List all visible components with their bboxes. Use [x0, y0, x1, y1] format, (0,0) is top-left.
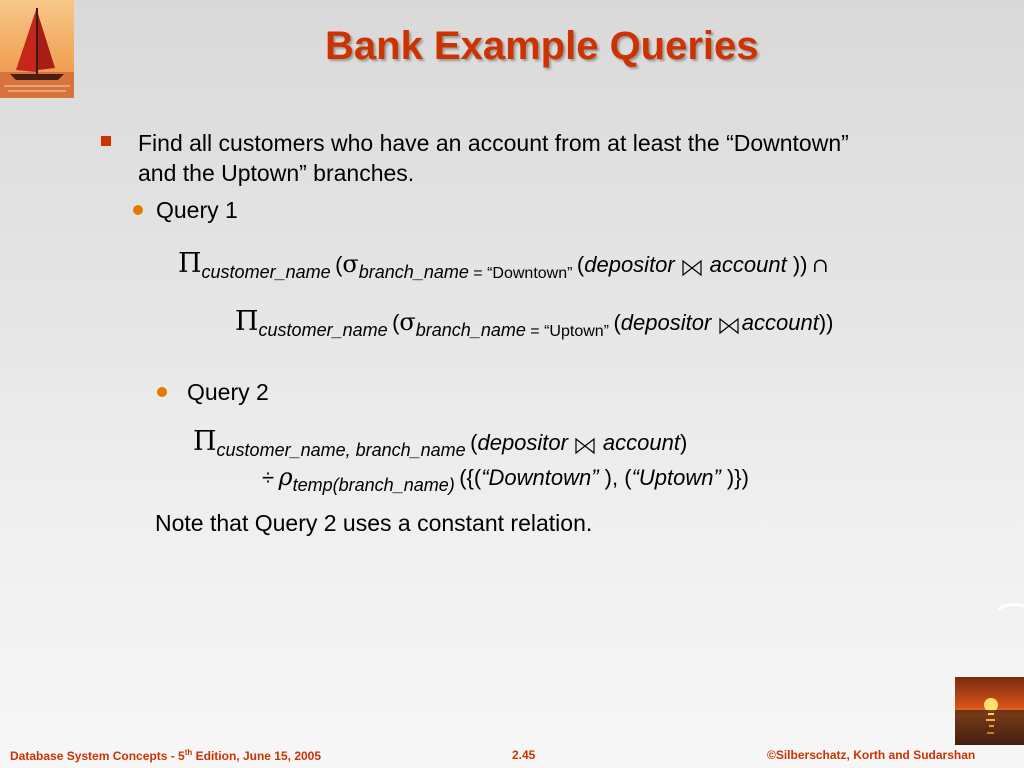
round-bullet: [133, 205, 143, 215]
selection-value-uptown: “Uptown”: [544, 323, 609, 340]
constant-downtown: “Downtown”: [481, 465, 599, 490]
query1-expression-downtown: [178, 248, 829, 282]
footer-book-title: [10, 748, 321, 763]
round-bullet: [157, 387, 167, 397]
close-paren: ): [679, 430, 688, 455]
selection-symbol: σ: [342, 250, 359, 278]
footer-edition-suffix: th: [184, 748, 193, 757]
natural-join-icon: [679, 257, 705, 279]
query1-label: Query 1: [156, 197, 238, 223]
set-close: )}): [720, 465, 749, 490]
query2-label: Query 2: [187, 379, 269, 405]
selection-equals: =: [525, 323, 545, 340]
footer-copyright: ©Silberschatz, Korth and Sudarshan: [767, 748, 976, 762]
relation-account: account: [602, 430, 680, 455]
slide-title: Bank Example Queries: [325, 24, 759, 68]
selection-attribute: branch_name: [415, 320, 526, 340]
open-paren: (: [335, 252, 343, 277]
selection-equals: =: [468, 265, 488, 282]
wave-decoration: [998, 600, 1024, 618]
open-paren: (: [613, 310, 621, 335]
projection-symbol: Π: [178, 248, 202, 279]
bullet-text-line2: and the Uptown” branches.: [138, 160, 415, 186]
projection-attribute: customer_name: [201, 262, 331, 282]
division-symbol: ÷: [262, 465, 275, 490]
query1-expression-uptown: [235, 306, 834, 340]
rename-target: temp(branch_name): [292, 475, 455, 495]
projection-symbol: Π: [193, 426, 217, 457]
selection-symbol: σ: [399, 308, 416, 336]
set-separator: ), (: [598, 465, 632, 490]
query2-expression: [193, 426, 688, 460]
relation-depositor: depositor: [477, 430, 568, 455]
relation-account: account: [741, 310, 819, 335]
page-number: 2.45: [512, 748, 536, 762]
close-paren: )): [786, 252, 808, 277]
open-paren: (: [470, 430, 478, 455]
relation-depositor: depositor: [620, 310, 712, 335]
natural-join-icon: [716, 315, 742, 337]
rename-symbol: ρ: [278, 463, 293, 491]
selection-attribute: branch_name: [358, 262, 469, 282]
constant-uptown: “Uptown”: [631, 465, 721, 490]
intersection-symbol: ∩: [811, 253, 829, 277]
natural-join-icon: [572, 435, 598, 457]
bullet-text-line1: Find all customers who have an account from at least the “Downtown”: [138, 130, 849, 156]
open-paren: (: [576, 252, 585, 277]
query2-division-expression: [262, 463, 749, 495]
set-open: ({(: [459, 465, 482, 490]
sunset-image: [955, 677, 1024, 745]
projection-attributes: customer_name, branch_name: [216, 440, 466, 460]
projection-attribute: customer_name: [258, 320, 388, 340]
sailboat-logo: [0, 0, 74, 98]
selection-value-downtown: “Downtown”: [487, 265, 573, 282]
projection-symbol: Π: [235, 306, 259, 337]
square-bullet: [101, 136, 111, 146]
open-paren: (: [392, 310, 400, 335]
footer-edition-date: Edition, June 15, 2005: [192, 749, 322, 763]
note-text: Note that Query 2 uses a constant relation.: [155, 510, 593, 536]
relation-depositor: depositor: [584, 252, 675, 277]
relation-account: account: [709, 252, 787, 277]
close-paren: )): [818, 310, 834, 335]
footer-book-title-text: Database System Concepts - 5: [10, 749, 185, 763]
